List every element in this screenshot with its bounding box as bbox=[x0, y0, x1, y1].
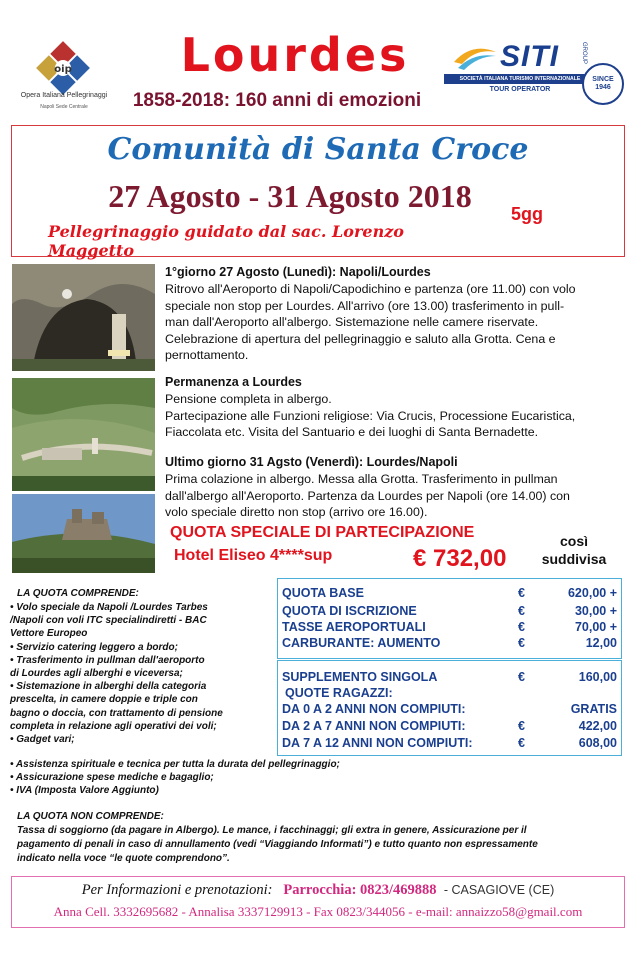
contact-line-1 bbox=[11, 882, 625, 899]
day1-line: Celebrazione di apertura del pellegrinaggio e saluto alla Grotta. Cena e bbox=[165, 331, 556, 346]
town: - CASAGIOVE (CE) bbox=[443, 883, 555, 897]
price-amount: 30,00 + bbox=[574, 604, 617, 618]
includes-item: • Trasferimento in pullman dall'aeroporto bbox=[10, 654, 205, 666]
day1-line: Ritrovo all'Aeroporto di Napoli/Capodichino e partenza (ore 11.00) con volo bbox=[165, 282, 576, 296]
price-currency: € bbox=[518, 736, 525, 750]
excludes-line: pagamento di penali in caso di annullamento (vedi “Viaggiando Informati”) e tutto quanto non espressamente bbox=[17, 839, 538, 850]
day1-line: speciale non stop per Lourdes. All'arrivo (ore 13.00) trasferimento in pull- bbox=[165, 298, 565, 313]
price-row bbox=[282, 619, 617, 635]
price-currency: € bbox=[518, 719, 525, 733]
day1-line: pernottamento. bbox=[165, 348, 249, 363]
price-currency: € bbox=[518, 670, 525, 684]
excludes-line: Tassa di soggiorno (da pagare in Albergo). Le mance, i facchinaggi; gli extra in genere, Assicurazione per il bbox=[17, 825, 527, 836]
includes-item: • Assicurazione spese mediche e bagaglio; bbox=[10, 772, 214, 784]
price-row bbox=[282, 718, 617, 734]
page-title: Lourdes bbox=[180, 28, 410, 82]
includes-list bbox=[10, 601, 278, 746]
price-row bbox=[282, 603, 617, 619]
includes-item: completa in relazione agli operativi dei voli; bbox=[10, 720, 217, 732]
price-currency: € bbox=[518, 604, 525, 618]
price-amount: 70,00 + bbox=[574, 620, 617, 634]
day1-title: 1°giorno 27 Agosto (Lunedì): Napoli/Lourdes bbox=[165, 265, 431, 279]
stay-title: Permanenza a Lourdes bbox=[165, 375, 302, 389]
siti-group-label: GROUP bbox=[581, 42, 587, 65]
excludes-text bbox=[17, 824, 627, 866]
includes-item: /Napoli con voli ITC specialindiretti - BAC bbox=[10, 615, 207, 627]
includes-item: bagno o doccia, con trattamento di pensione bbox=[10, 707, 223, 719]
lastday-line: Prima colazione in albergo. Messa alla Grotta. Trasferimento in pullman bbox=[165, 472, 558, 486]
excludes-line: indicato nella voce “le quote comprendono”. bbox=[17, 853, 230, 864]
price-label: CARBURANTE: AUMENTO bbox=[282, 636, 441, 650]
includes-item: • Sistemazione in alberghi della categoria bbox=[10, 681, 207, 693]
price-row bbox=[282, 701, 617, 717]
total-price: € 732,00 bbox=[413, 545, 507, 572]
split-note bbox=[533, 532, 615, 568]
siti-since-badge bbox=[582, 63, 624, 105]
stay-line: Partecipazione alle Funzioni religiose: Via Crucis, Processione Eucaristica, bbox=[165, 408, 576, 423]
siti-logo-text: SITI bbox=[500, 40, 560, 73]
logo-letters: oip bbox=[54, 64, 72, 75]
price-label: QUOTE RAGAZZI: bbox=[285, 686, 393, 700]
includes-wide-list bbox=[10, 758, 430, 798]
price-amount: 422,00 bbox=[578, 719, 617, 733]
price-amount: 12,00 bbox=[585, 636, 617, 650]
includes-item: di Lourdes agli alberghi e viceversa; bbox=[10, 668, 183, 680]
contact-line-2[interactable]: Anna Cell. 3332695682 - Annalisa 3337129913 - Fax 0823/344056 - e-mail: annaizzo58@gmail.com bbox=[53, 904, 583, 919]
price-label: DA 7 A 12 ANNI NON COMPIUTI: bbox=[282, 736, 473, 750]
day1-line: man dall'Aeroporto all'albergo. Sistemazione nelle camere riservate. bbox=[165, 315, 539, 330]
price-currency: € bbox=[518, 636, 525, 650]
logo-caption: Opera Italiana Pellegrinaggi bbox=[20, 92, 108, 99]
price-label: TASSE AEROPORTUALI bbox=[282, 620, 426, 634]
lastday-text bbox=[165, 471, 625, 521]
includes-item: • Gadget vari; bbox=[10, 734, 75, 746]
stay-text bbox=[165, 391, 625, 441]
split-line: così bbox=[559, 533, 588, 549]
logo-subcaption: Napoli Sede Centrale bbox=[40, 104, 88, 110]
price-row bbox=[282, 735, 617, 751]
grotto-photo bbox=[12, 264, 155, 371]
price-amount: GRATIS bbox=[570, 702, 617, 716]
price-label: DA 2 A 7 ANNI NON COMPIUTI: bbox=[282, 719, 466, 733]
price-row bbox=[282, 685, 617, 701]
pilgrimage-guide: Pellegrinaggio guidato dal sac. Lorenzo Maggetto bbox=[48, 222, 404, 260]
price-amount: 620,00 + bbox=[567, 586, 617, 600]
price-row bbox=[282, 585, 617, 601]
includes-item: • Assistenza spirituale e tecnica per tutta la durata del pellegrinaggio; bbox=[10, 759, 340, 770]
hotel-name: Hotel Eliseo 4****sup bbox=[174, 547, 333, 564]
since-label: SINCE bbox=[592, 76, 614, 83]
lastday-line: dall'albergo all'Aeroporto. Partenza da Lourdes per Napoli (ore 14.00) con bbox=[165, 488, 570, 503]
includes-item: prescelta, in camere doppie e triple con bbox=[10, 694, 198, 706]
page-subtitle: 1858-2018: 160 anni di emozioni bbox=[132, 90, 422, 111]
lastday-title: Ultimo giorno 31 Agsto (Venerdì): Lourdes/Napoli bbox=[165, 455, 458, 469]
lourdes-panorama-photo bbox=[12, 378, 155, 491]
excludes-title: LA QUOTA NON COMPRENDE: bbox=[17, 811, 164, 822]
price-row bbox=[282, 635, 617, 651]
includes-item: • Servizio catering leggero a bordo; bbox=[10, 641, 178, 653]
price-amount: 608,00 bbox=[578, 736, 617, 750]
price-row bbox=[282, 669, 617, 685]
price-currency: € bbox=[518, 620, 525, 634]
includes-item: • Volo speciale da Napoli /Lourdes Tarbes bbox=[10, 602, 208, 613]
price-label: QUOTA BASE bbox=[282, 586, 364, 600]
split-line: suddivisa bbox=[541, 551, 607, 567]
since-year: 1946 bbox=[595, 84, 611, 91]
stay-line: Fiaccolata etc. Visita del Santuario e dei luoghi di Santa Bernadette. bbox=[165, 425, 539, 440]
parish-phone[interactable]: Parrocchia: 0823/469888 bbox=[283, 882, 437, 898]
day1-text bbox=[165, 281, 625, 364]
lastday-line: volo speciale diretto non stop (arrivo ore 16.00). bbox=[165, 505, 428, 520]
event-dates: 27 Agosto - 31 Agosto 2018 bbox=[108, 178, 472, 214]
castle-photo bbox=[12, 494, 155, 573]
includes-item: Vettore Europeo bbox=[10, 628, 88, 640]
price-currency: € bbox=[518, 586, 525, 600]
price-amount: 160,00 bbox=[578, 670, 617, 684]
price-label: SUPPLEMENTO SINGOLA bbox=[282, 670, 438, 684]
price-label: QUOTA DI ISCRIZIONE bbox=[282, 604, 417, 618]
siti-tour-operator: TOUR OPERATOR bbox=[489, 86, 551, 93]
siti-company-bar: SOCIETÀ ITALIANA TURISMO INTERNAZIONALE bbox=[444, 74, 596, 84]
info-label: Per Informazioni e prenotazioni: bbox=[81, 882, 273, 898]
community-name: Comunità di Santa Croce bbox=[107, 132, 529, 167]
special-quota-title: QUOTA SPECIALE DI PARTECIPAZIONE bbox=[170, 524, 475, 541]
stay-line: Pensione completa in albergo. bbox=[165, 392, 332, 406]
price-label: DA 0 A 2 ANNI NON COMPIUTI: bbox=[282, 702, 466, 716]
includes-title: LA QUOTA COMPRENDE: bbox=[17, 588, 139, 599]
event-duration: 5gg bbox=[511, 204, 544, 224]
siti-swirl-icon bbox=[452, 40, 498, 74]
includes-item: • IVA (Imposta Valore Aggiunto) bbox=[10, 785, 159, 797]
